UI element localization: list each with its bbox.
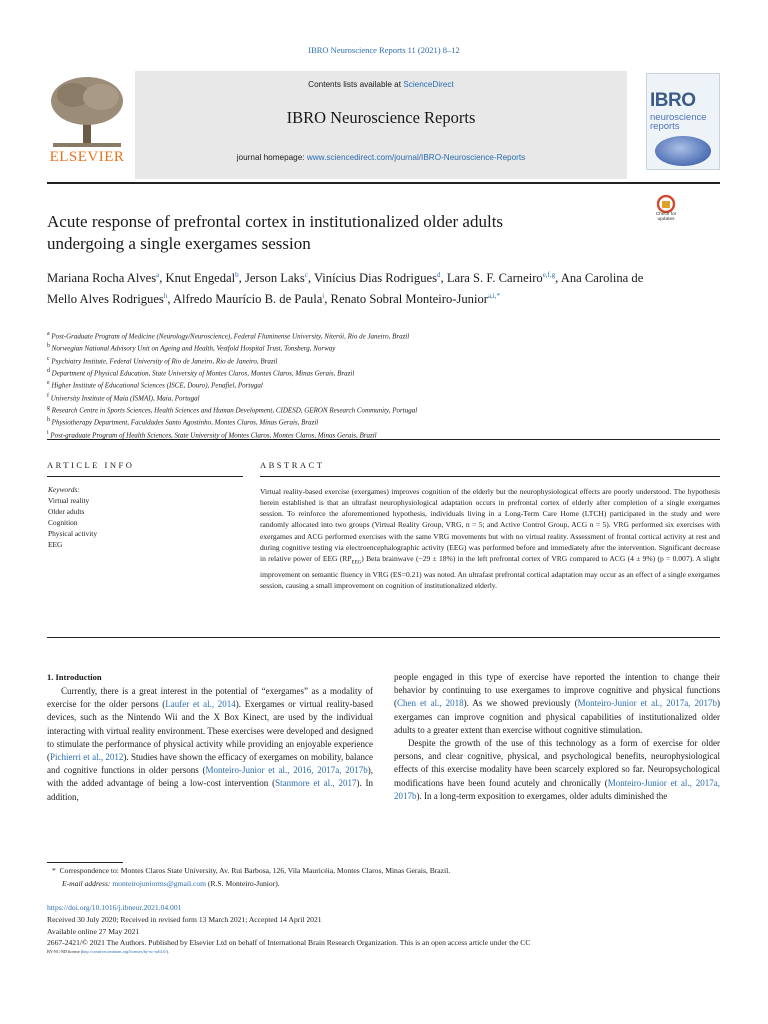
- author-name[interactable]: Renato Sobral Monteiro-Junior: [330, 292, 488, 307]
- article-info-heading: ARTICLE INFO: [47, 460, 135, 470]
- author-name[interactable]: Alfredo Maurício B. de Paula: [172, 292, 323, 307]
- homepage-link[interactable]: www.sciencedirect.com/journal/IBRO-Neuroscience-Reports: [306, 153, 526, 162]
- masthead-rule: [47, 182, 720, 184]
- author-name[interactable]: Vinícius Dias Rodrigues: [313, 271, 438, 286]
- affiliation: $^h$ Physiotherapy Department, Faculdades Santo Agostinho, Montes Claros, Minas Gerais, Brazil: [47, 417, 319, 427]
- contents-line: [135, 80, 627, 89]
- citation-link[interactable]: Monteiro-Junior et al., 2017a, 2017b: [394, 777, 720, 801]
- author-affiliation-marker[interactable]: a: [156, 271, 160, 279]
- cover-title: IBRO: [650, 90, 696, 111]
- author-name[interactable]: Lara S. F. Carneiro: [446, 271, 543, 286]
- correspondence-note: * Correspondence to: Montes Claros State University, Av. Rui Barbosa, 126, Vila Mauricéia, Montes Claros, Minas Gerais, Brazil.: [52, 866, 451, 875]
- citation-link[interactable]: Monteiro-Junior et al., 2017a, 2017b: [577, 698, 717, 709]
- author-name[interactable]: Jerson Laks: [244, 271, 305, 286]
- author-name[interactable]: Ana Carolina de Mello Alves Rodrigues: [47, 271, 644, 307]
- journal-cover: [646, 73, 720, 170]
- homepage-label: journal homepage:: [236, 153, 307, 162]
- body-column-right: [394, 671, 720, 803]
- author-affiliation-marker[interactable]: b: [235, 271, 239, 279]
- author-name[interactable]: Knut Engedal: [165, 271, 236, 286]
- keywords-list: [48, 484, 97, 550]
- keyword: Cognition: [48, 518, 78, 527]
- affiliation: $^c$ Psychiatry Institute, Federal University of Rio de Janeiro, Rio de Janeiro, Brazil: [47, 355, 278, 365]
- section-rule: [47, 439, 720, 440]
- paragraph: Currently, there is a great interest in the potential of “exergames” as a modality of exercise for the older persons (Laufer et al., 2014). Exergames or virtual reality-based devices, such as the Nintendo Wii and the X Box Kinect, are used by the individual interacting with virtual reality environment. These exercises were developed and designed to stimulate the performance of physical activity while providing an enjoyable experience (Pichierri et al., 2012). Studies have shown the efficacy of exergames on mobility, balance and cognitive functions in older persons (Monteiro-Junior et al., 2016, 2017a, 2017b), with the added advantage of being a low-cost intervention (Stanmore et al., 2017). In addition,: [47, 686, 374, 802]
- affiliation-list: [47, 329, 727, 440]
- abstract-heading: ABSTRACT: [260, 460, 325, 470]
- author-name[interactable]: Mariana Rocha Alves: [47, 271, 157, 286]
- paragraph: Despite the growth of the use of this technology as a form of exercise for older persons, and clear cognitive, physical, and psychological benefits, neurophysiological effects of this exercise modality have been scarcely explored so far. Neuropsychological modifications have been found acutely and chronically (Monteiro-Junior et al., 2017a, 2017b). In a long-term exposition to exergames, older adults diminished the: [394, 738, 720, 801]
- publication-info: [47, 902, 727, 949]
- keyword: Older adults: [48, 507, 85, 516]
- email-link[interactable]: monteirojuniorms@gmail.com: [112, 878, 207, 888]
- journal-homepage: [135, 153, 627, 162]
- citation-link[interactable]: Monteiro-Junior et al., 2016, 2017a, 2017b: [205, 765, 368, 776]
- email-note: E-mail address: monteirojuniorms@gmail.com (R.S. Monteiro-Junior).: [62, 878, 280, 888]
- cover-subtitle: neuroscience reports: [650, 112, 707, 132]
- keyword: Virtual reality: [48, 496, 90, 505]
- author-affiliation-marker[interactable]: h: [163, 292, 168, 301]
- affiliation: $^g$ Research Centre in Sports Sciences, Health Sciences and Human Development, CIDESD, GERON Research Community, Portugal: [47, 404, 418, 415]
- author-affiliation-marker[interactable]: a,i,*: [487, 292, 501, 301]
- affiliation: $^a$ Post-Graduate Program of Medicine (Neurology/Neuroscience), Federal Fluminense University, Niterói, Rio de Janeiro, Brazil: [47, 331, 410, 341]
- abstract-rule: [260, 476, 720, 477]
- affiliation: $^f$ University Institute of Maia (ISMAI), Maia, Portugal: [47, 392, 200, 402]
- check-updates-icon: [649, 195, 683, 213]
- sciencedirect-link[interactable]: ScienceDirect: [403, 80, 454, 89]
- author-affiliation-marker[interactable]: d: [437, 271, 441, 279]
- license-link[interactable]: http://creativecommons.org/licenses/by-nc-nd/4.0/: [82, 949, 167, 954]
- author-affiliation-marker[interactable]: e,f,g: [542, 271, 556, 279]
- citation-link[interactable]: Chen et al., 2018: [397, 698, 464, 709]
- section-heading-introduction: 1. Introduction: [47, 672, 102, 682]
- check-updates-label: Check for updates: [655, 212, 677, 222]
- author-affiliation-marker[interactable]: c: [304, 271, 308, 279]
- affiliation: $^d$ Department of Physical Education, State University of Montes Claros, Montes Claros, Minas Gerais, Brazil: [47, 367, 355, 378]
- article-title: [47, 211, 627, 255]
- received-dates: Received 30 July 2020; Received in revised form 13 March 2021; Accepted 14 April 2021: [47, 914, 322, 924]
- publisher-logo-text: ELSEVIER: [49, 149, 125, 165]
- keyword: Physical activity: [48, 529, 98, 538]
- footnote: [52, 865, 712, 890]
- author-affiliation-marker[interactable]: i: [322, 292, 325, 301]
- doi-link[interactable]: https://doi.org/10.1016/j.ibneur.2021.04.001: [47, 903, 182, 912]
- footnote-rule: [47, 862, 123, 863]
- available-online: Available online 27 May 2021: [47, 926, 140, 936]
- article-title-line-1: Acute response of prefrontal cortex in institutionalized older adults: [47, 212, 504, 231]
- brain-image: [655, 136, 711, 166]
- body-column-left: [47, 685, 373, 804]
- running-header: IBRO Neuroscience Reports 11 (2021) 8–12: [308, 45, 460, 55]
- article-title-line-2: undergoing a single exergames session: [47, 234, 311, 253]
- copyright-line: 2667-2421/© 2021 The Authors. Published by Elsevier Ltd on behalf of International Brain Research Organization. This is an open access article under the CC: [47, 938, 531, 948]
- keyword: EEG: [48, 540, 63, 549]
- paragraph: people engaged in this type of exercise have reported the intention to change their behavior by continuing to use exergames to improve cognitive and physical functions (Chen et al., 2018). As we showed previously (Monteiro-Junior et al., 2017a, 2017b) exergames can improve cognition and physical capabilities of institutionalized older adults to a greater extent than exercise without cognitive stimulation.: [394, 672, 720, 735]
- article-info-rule: [47, 476, 243, 477]
- abstract-text: Virtual reality-based exercise (exergames) improves cognition of the elderly but the neurophysiological effects are poorly understood. The hypothesis herein established is that an ultrafast neurophysiological adaptation occurs in prefrontal cortex of elderly after completion of a single exergames session. To reinforce the aforementioned hypothesis, individuals living in a Long-Term Care Home (LTCH) participated in the study and were randomly allocated into two groups (Virtual Reality Group, VRG, n = 5; and Active Control Group, ACG n = 5). VRG performed six exercises with exergames and ACG performed exercises with the same VRG movements but with no virtual reality. Assessment of frontal cortical activity at rest and during cognitive testing via electroencephalographic activity (EEG) was performed before and immediately after the intervention. Significant decrease in relative power of EEG $(RP_{EEG})$ Beta brainwave (−29 ± 18%) in the left prefrontal cortex of VRG compared to ACG (4 ± 9%) (p = 0.007). A slight improvement on semantic fluency in VRG (ES=0.21) was noted. An ultrafast prefrontal cortical adaptation may occur as an effect of a single exergames session, causing a small improvement on cognition of institutionalized elderly.: [260, 487, 720, 590]
- abstract-end-rule: [47, 637, 720, 638]
- affiliation: $^b$ Norwegian National Advisory Unit on Ageing and Health, Vestfold Hospital Trust, Tonsberg, Norway: [47, 343, 336, 353]
- affiliation: $^i$ Post-graduate Program of Health Sciences, State University of Montes Claros, Montes Claros, Minas Gerais, Brazil: [47, 429, 377, 439]
- contents-prefix: Contents lists available at: [308, 80, 404, 89]
- keywords-label: Keywords:: [48, 485, 80, 494]
- affiliation: $^e$ Higher Institute of Educational Sciences (ISCE, Douro), Penafiel, Portugal: [47, 380, 263, 390]
- citation-link[interactable]: Stanmore et al., 2017: [275, 778, 357, 789]
- license-line: BY-NC-ND license (http://creativecommons.org/licenses/by-nc-nd/4.0/).: [47, 949, 169, 954]
- author-list: Mariana Rocha Alves$^a$, Knut Engedal$^b$, Jerson Laks$^c$, Vinícius Dias Rodrigues$^d$, Lara S. F. Carneiro$^{e,f,g}$, Ana Carolina de Mello Alves Rodrigues$^h$, Alfredo Maurício B. de Paula$^i$, Renato Sobral Monteiro-Junior$^{a,i,*}$: [47, 271, 644, 307]
- citation-link[interactable]: Pichierri et al., 2012: [50, 752, 124, 763]
- citation-link[interactable]: Laufer et al., 2014: [165, 699, 236, 710]
- journal-title: IBRO Neuroscience Reports: [286, 108, 476, 127]
